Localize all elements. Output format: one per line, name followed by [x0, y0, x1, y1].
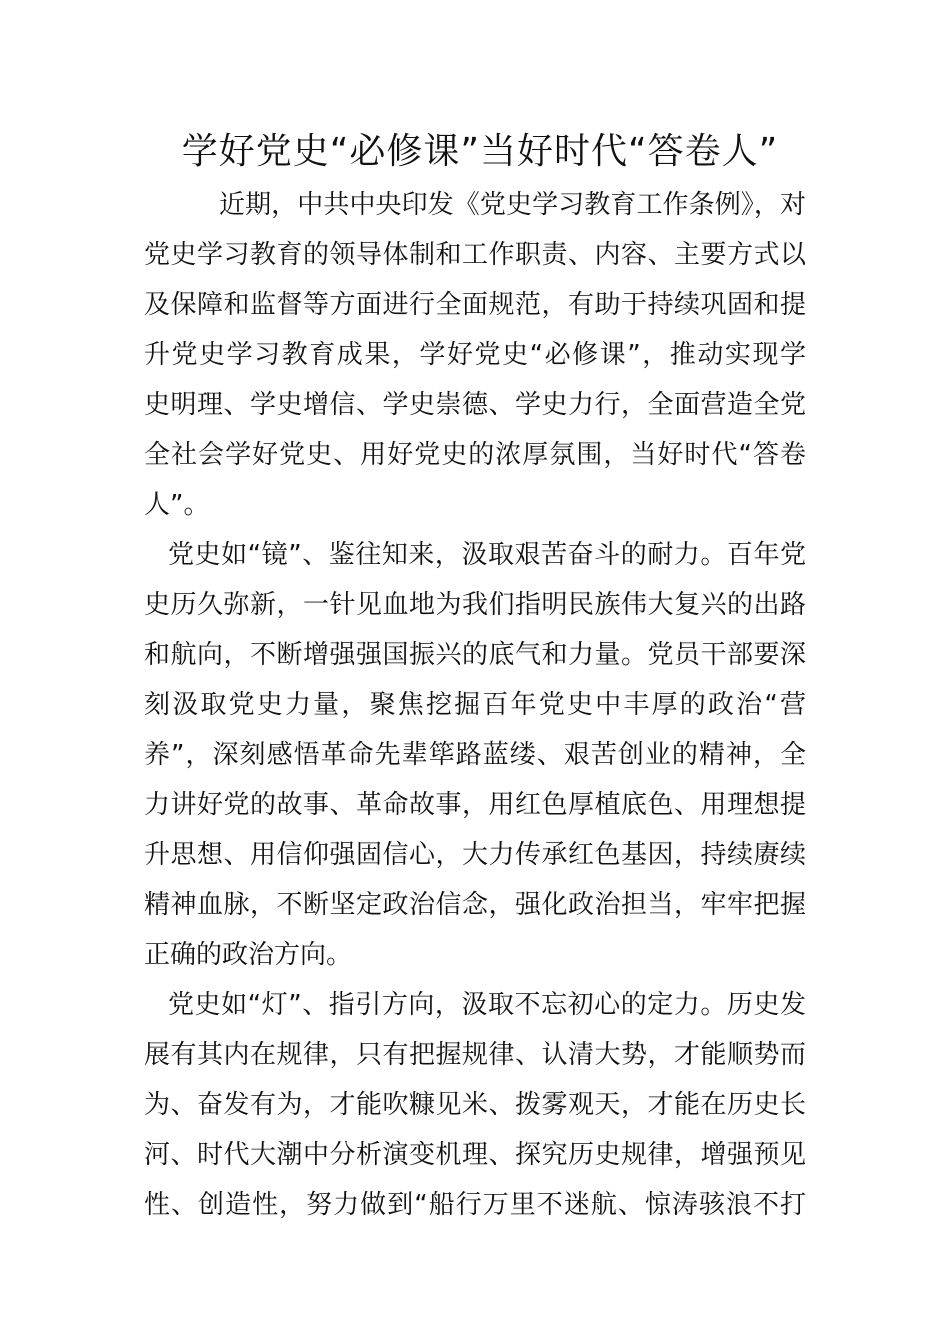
text-line: 刻汲取党史力量，聚焦挖掘百年党史中丰厚的政治“营: [144, 690, 806, 720]
text-line: 近期，中共中央印发《党史学习教育工作条例》，对: [219, 190, 806, 220]
text-line: 养”，深刻感悟革命先辈筚路蓝缕、艰苦创业的精神，全: [144, 740, 806, 770]
text-line: 性、创造性，努力做到“船行万里不迷航、惊涛骇浪不打: [144, 1190, 806, 1220]
paragraph-intro: [144, 180, 806, 530]
text-line: 史明理、学史增信、学史崇德、学史力行，全面营造全党: [144, 390, 806, 420]
text-line: 和航向，不断增强强国振兴的底气和力量。党员干部要深: [144, 640, 806, 670]
text-line: 党史学习教育的领导体制和工作职责、内容、主要方式以: [144, 240, 806, 270]
text-line: 正确的政治方向。: [144, 940, 353, 970]
text-line: 党史如“灯”、指引方向，汲取不忘初心的定力。历史发: [168, 990, 806, 1020]
text-line: 为、奋发有为，才能吹糠见米、拨雾观天，才能在历史长: [144, 1090, 806, 1120]
document-body: [144, 180, 806, 1230]
text-line: 精神血脉，不断坚定政治信念，强化政治担当，牢牢把握: [144, 890, 806, 920]
text-line: 展有其内在规律，只有把握规律、认清大势，才能顺势而: [144, 1040, 806, 1070]
text-line: 及保障和监督等方面进行全面规范，有助于持续巩固和提: [144, 290, 806, 320]
text-line: 力讲好党的故事、革命故事，用红色厚植底色、用理想提: [144, 790, 806, 820]
text-line: 全社会学好党史、用好党史的浓厚氛围，当好时代“答卷: [144, 440, 806, 470]
text-line: 党史如“镜”、鉴往知来，汲取艰苦奋斗的耐力。百年党: [168, 540, 806, 570]
text-line: 升党史学习教育成果，学好党史“必修课”，推动实现学: [144, 340, 806, 370]
paragraph-lamp: [144, 980, 806, 1230]
text-line: 史历久弥新，一针见血地为我们指明民族伟大复兴的出路: [144, 590, 806, 620]
text-line: 人”。: [144, 490, 210, 520]
text-line: 河、时代大潮中分析演变机理、探究历史规律，增强预见: [144, 1140, 806, 1170]
document-title: 学好党史“必修课”当好时代“答卷人”: [181, 131, 779, 172]
paragraph-mirror: [144, 530, 806, 980]
text-line: 升思想、用信仰强固信心，大力传承红色基因，持续赓续: [144, 840, 806, 870]
